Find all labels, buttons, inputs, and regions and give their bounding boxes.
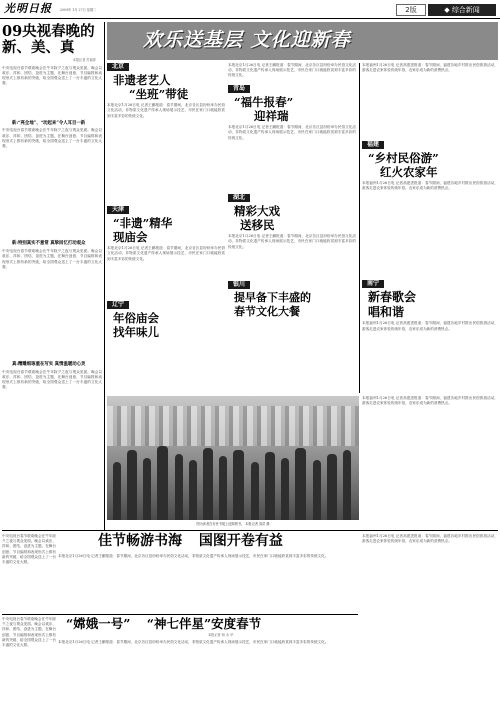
center-headline-2b: 现庙会 (113, 230, 148, 245)
masthead-rule (0, 18, 500, 19)
photo-crowd-figure (203, 448, 213, 520)
right-column (362, 63, 498, 393)
page-number-label: 2版 (405, 6, 417, 14)
right-body-top: 本报福州1月26日电 记者高建进报道：春节期间，福建各地乡村推出民俗旅游活动，游客走进农家体验传统年俗，农家乐成为新的消费热点。 (362, 63, 498, 73)
center-headline-3b: 找年味儿 (113, 325, 159, 340)
photo-crowd-figure (219, 456, 227, 520)
region-tag-yinchuan: 银川 (228, 281, 250, 289)
satellite-headline (66, 617, 358, 630)
library-article (58, 534, 358, 614)
bottom-left-brief (2, 534, 56, 612)
center-headline-1b: “坐班”带徒 (129, 87, 189, 102)
right-lower-body: 本报福州1月26日电 记者高建进报道：春节期间，福建各地乡村推出民俗旅游活动，游客走进农家体验传统年俗，农家乐成为新的消费热点。 (362, 396, 498, 406)
photo-shelf (107, 406, 359, 446)
satellite-headline-part1: “嫦娥一号” (66, 616, 131, 631)
right-body-1: 本报福州1月26日电 记者高建进报道：春节期间，福建各地乡村推出民俗旅游活动，游客走进农家体验传统年俗，农家乐成为新的消费热点。 (362, 181, 498, 191)
center-headline-2a: “非遗”精华 (113, 216, 173, 231)
bottom-section-rule (2, 530, 498, 531)
library-headline-part2: 国图开卷有益 (198, 533, 283, 549)
right-headline-2b: 唱和谐 (368, 304, 405, 319)
middle-column (228, 63, 356, 393)
library-body: 本报北京1月26日电 记者王鹏报道：春节期间，北京各区县纷纷举办民俗文化活动，非物质文化遗产传承人现场展示技艺，市民在家门口就能欣赏到丰富多彩的传统文化。 (58, 553, 329, 558)
left-subhead-3: 真:精雕细琢重在写实 真情温暖动心灵 (12, 362, 86, 368)
left-subhead-1: 新:“亮全地”、“动起来”令人耳目一新 (12, 120, 86, 126)
page-number (396, 4, 426, 16)
region-tag-beijing: 北京 (107, 63, 129, 71)
book-fair-photo (107, 396, 359, 520)
right-lower-article (362, 396, 498, 528)
newspaper-logo: 光明日报 (4, 2, 52, 15)
middle-headline-2b: 送移民 (240, 218, 275, 233)
photo-crowd-figure (313, 460, 321, 520)
middle-headline-1a: “福牛报春” (234, 95, 294, 109)
region-tag-liaoning: 辽宁 (107, 301, 129, 309)
region-tag-qingdao: 青岛 (228, 85, 250, 93)
section-label: 综合新闻 (451, 6, 480, 14)
photo-crowd-figure (343, 450, 351, 520)
right-body-2: 本报福州1月26日电 记者高建进报道：春节期间，福建各地乡村推出民俗旅游活动，游客走进农家体验传统年俗，农家乐成为新的消费热点。 (362, 321, 498, 331)
satellite-byline: 本报记者 杨 永 华 (208, 633, 234, 638)
left-column-divider (104, 22, 105, 530)
middle-headline-1b: 迎祥瑞 (254, 109, 289, 124)
library-headline-part1: 佳节畅游书海 (98, 533, 182, 549)
center-headline-1a: 非遗老艺人 (113, 73, 171, 87)
middle-headline-3b: 春节文化大餐 (234, 304, 300, 318)
right-headline-2a: 新春歌会 (368, 290, 417, 305)
region-tag-hubei: 湖北 (228, 194, 250, 202)
left-headline-line2: 新、美、真 (2, 39, 75, 57)
banner (107, 22, 498, 60)
photo-crowd-figure (281, 458, 289, 520)
photo-crowd-figure (127, 450, 137, 520)
photo-crowd-figure (157, 446, 168, 520)
center-body-1: 本报北京1月26日电 记者王鹏报道：春节期间，北京各区县纷纷举办民俗文化活动，非物质文化遗产传承人现场展示技艺，市民在家门口就能欣赏到丰富多彩的传统文化。 (107, 103, 225, 118)
center-headline-3a: 年俗庙会 (113, 311, 159, 326)
right-column-divider (359, 63, 360, 393)
middle-headline-3a: 提早备下丰盛的 (234, 291, 311, 305)
masthead (0, 0, 500, 20)
left-subhead-2: 新:特别真实不意常 真挚回忆打动观众 (12, 241, 86, 247)
satellite-headline-part2: “神七伴星”安度春节 (146, 616, 262, 631)
middle-headline-2a: 精彩大戏 (234, 204, 280, 219)
photo-crowd-figure (327, 454, 337, 520)
center-column (107, 63, 225, 393)
region-tag-nanning: 南宁 (362, 280, 384, 288)
left-article (2, 22, 102, 530)
left-body-1: 中央电视台春节联欢晚会在牛年除夕之夜与观众见面。晚会以欢乐、祥和、团结、奋进为主题，在舞台创意、节目编排和表现形式上都有新的突破，给全国观众送上了一台丰盛的文化大餐。 (2, 65, 102, 86)
region-tag-tianjin: 天津 (107, 206, 129, 214)
right-headline-1a: “乡村民俗游” (368, 151, 439, 165)
bottom-left-body: 中央电视台春节联欢晚会在牛年除夕之夜与观众见面。晚会以欢乐、祥和、团结、奋进为主题，在舞台创意、节目编排和表现形式上都有新的突破，给全国观众送上了一台丰盛的文化大餐。 (2, 534, 56, 565)
library-headline (98, 534, 358, 549)
photo-crowd-figure (143, 458, 151, 520)
middle-body-2: 本报北京1月26日电 记者王鹏报道：春节期间，北京各区县纷纷举办民俗文化活动，非物质文化遗产传承人现场展示技艺，市民在家门口就能欣赏到丰富多彩的传统文化。 (228, 234, 356, 249)
bottom-inner-rule (2, 614, 358, 615)
photo-crowd-figure (189, 460, 197, 520)
photo-crowd-figure (251, 462, 259, 520)
middle-body-1: 本报北京1月26日电 记者王鹏报道：春节期间，北京各区县纷纷举办民俗文化活动，非物质文化遗产传承人现场展示技艺，市民在家门口就能欣赏到丰富多彩的传统文化。 (228, 125, 356, 140)
satellite-article (58, 617, 358, 712)
left-body-4: 中央电视台春节联欢晚会在牛年除夕之夜与观众见面。晚会以欢乐、祥和、团结、奋进为主题，在舞台创意、节目编排和表现形式上都有新的突破，给全国观众送上了一台丰盛的文化大餐。 (2, 369, 102, 390)
left-headline-line1: 09央视春晚的 (2, 23, 95, 40)
middle-body-top: 本报北京1月26日电 记者王鹏报道：春节期间，北京各区县纷纷举办民俗文化活动，非物质文化遗产传承人现场展示技艺，市民在家门口就能欣赏到丰富多彩的传统文化。 (228, 63, 356, 78)
center-body-2: 本报北京1月26日电 记者王鹏报道：春节期间，北京各区县纷纷举办民俗文化活动，非物质文化遗产传承人现场展示技艺，市民在家门口就能欣赏到丰富多彩的传统文化。 (107, 246, 225, 261)
photo-crowd-figure (295, 448, 306, 520)
photo-caption: 图为读者在市民书展上选购图书。 本报记者 高洪 摄 (196, 522, 270, 526)
section-label-box (428, 4, 496, 16)
region-tag-fujian: 福建 (362, 141, 384, 149)
photo-crowd-figure (265, 452, 275, 520)
photo-crowd-figure (175, 454, 183, 520)
left-body-3: 中央电视台春节联欢晚会在牛年除夕之夜与观众见面。晚会以欢乐、祥和、团结、奋进为主题，在舞台创意、节目编排和表现形式上都有新的突破，给全国观众送上了一台丰盛的文化大餐。 (2, 249, 102, 269)
chang-e-brief-body: 中央电视台春节联欢晚会在牛年除夕之夜与观众见面。晚会以欢乐、祥和、团结、奋进为主题，在舞台创意、节目编排和表现形式上都有新的突破，给全国观众送上了一台丰盛的文化大餐。 (2, 617, 56, 648)
bottom-right-article (362, 534, 498, 712)
photo-crowd-figure (113, 462, 121, 520)
left-body-2: 中央电视台春节联欢晚会在牛年除夕之夜与观众见面。晚会以欢乐、祥和、团结、奋进为主题，在舞台创意、节目编排和表现形式上都有新的突破，给全国观众送上了一台丰盛的文化大餐。 (2, 128, 102, 149)
satellite-body: 本报北京1月26日电 记者王鹏报道：春节期间，北京各区县纷纷举办民俗文化活动，非物质文化遗产传承人现场展示技艺，市民在家门口就能欣赏到丰富多彩的传统文化。 (58, 639, 329, 644)
banner-title: 欢乐送基层 文化迎新春 (143, 29, 351, 51)
photo-crowd-figure (233, 450, 244, 520)
left-byline: 本报记者 苏丽萍 (72, 58, 96, 63)
right-headline-1b: 红火农家年 (380, 165, 438, 180)
bottom-right-body: 本报福州1月26日电 记者高建进报道：春节期间，福建各地乡村推出民俗旅游活动，游客走进农家体验传统年俗，农家乐成为新的消费热点。 (362, 534, 498, 544)
diamond-icon: ◆ (444, 6, 450, 14)
issue-date: 2009年 1月 27日 星期二 (60, 8, 97, 12)
chang-e-brief (2, 617, 56, 712)
